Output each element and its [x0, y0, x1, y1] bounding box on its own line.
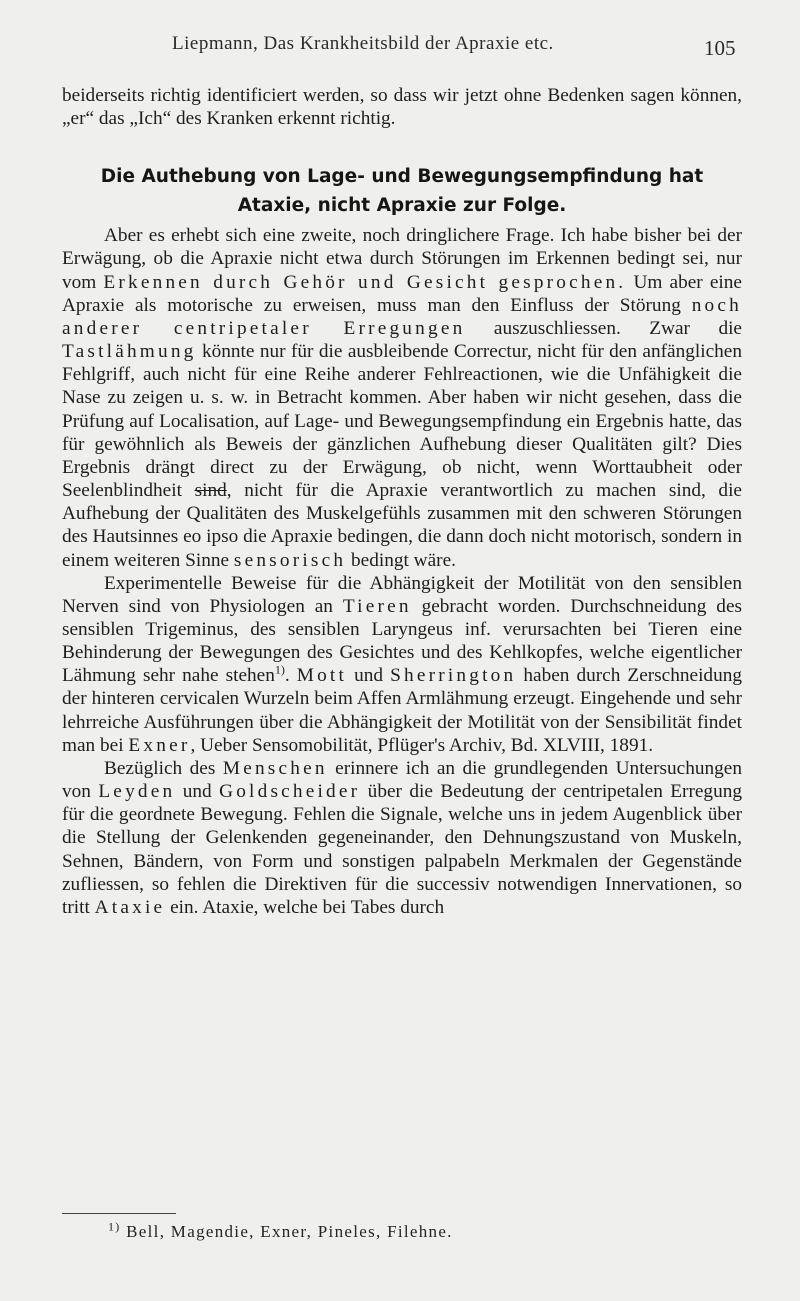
text-run: , nicht für die Apraxie verantwortlich zu machen sind, die Aufhebung der Qualitäten des Muskelgefühls zusammen mit den schweren Störungen des Hautsinnes eo ipso die Apraxie bedingen, die dann doch nicht motorisch, sondern in einem weiteren Sinne	[62, 480, 742, 571]
page-number: 105	[704, 36, 736, 60]
text-run: Aber es erhebt sich eine zweite, noch dringlichere Frage. Ich habe bisher bei der Erwägung, ob die Apraxie nicht etwa durch Störungen im Erkennen bedingt sei, nur vom	[62, 225, 742, 293]
footnote-text: Bell, Magendie, Exner, Pineles, Filehne.	[126, 1222, 453, 1241]
text-run: und	[175, 781, 220, 803]
section-heading	[62, 162, 742, 220]
text-run: Um aber eine Apraxie als motorische zu erweisen, muss man den Einfluss der Störung	[62, 271, 742, 316]
spaced-emphasis: Sherrington	[390, 665, 517, 687]
footnote-reference: 1)	[274, 662, 285, 677]
paragraph-continuation: beiderseits richtig identificiert werden, so dass wir jetzt ohne Bedenken sagen können, „er“ das „Ich“ des Kranken erkennt richtig.	[62, 85, 742, 130]
spaced-emphasis: Ataxie	[94, 896, 166, 918]
spaced-emphasis: Goldscheider	[219, 781, 361, 803]
spaced-emphasis: Mott	[296, 665, 348, 687]
text-run: Bezüglich des	[104, 757, 223, 779]
spaced-emphasis: Erkennen durch Gehör und Gesicht gesprochen.	[103, 271, 627, 293]
spaced-emphasis: Tastlähmung	[62, 341, 197, 363]
text-run: haben durch Zerschneidung der hinteren cervicalen Wurzeln beim Affen Armlähmung erzeugt. Eingehende und sehr lehrreiche Ausführungen über die Abhängigkeit der Motilität von der Sensibilität findet man bei	[62, 665, 742, 756]
text-run: erinnere ich an die grundlegenden Untersuchungen von	[62, 757, 742, 803]
running-title: Liepmann, Das Krankheitsbild der Apraxie etc.	[172, 33, 554, 54]
section-heading-line-1: Die Authebung von Lage- und Bewegungsempfindung hat	[100, 166, 704, 188]
spaced-emphasis: sensorisch	[233, 549, 347, 571]
section-heading-line-2: Ataxie, nicht Apraxie zur Folge.	[237, 195, 567, 217]
text-run: Experimentelle Beweise für die Abhängigkeit der Motilität von den sensiblen Nerven sind von Physiologen an	[62, 572, 742, 617]
footnote	[108, 1219, 453, 1242]
spaced-emphasis: Leyden	[98, 781, 176, 803]
paragraph-humans	[62, 757, 742, 919]
main-text	[62, 84, 742, 919]
spaced-emphasis: Menschen	[222, 757, 328, 779]
text-run: .	[284, 665, 297, 687]
footnote-marker: 1)	[108, 1219, 121, 1234]
text-run: , Ueber Sensomobilität, Pflüger's Archiv, Bd. XLVIII, 1891.	[190, 734, 654, 756]
spaced-emphasis: noch anderer centripetaler Erregungen	[62, 294, 742, 339]
spaced-emphasis: Tieren	[342, 595, 412, 617]
text-run: könnte nur für die ausbleibende Correctur, nicht für den anfänglichen Fehlgriff, auch nicht für eine Reihe anderer Fehlreactionen, wie die Unfähigkeit die Nase zu zeigen u. s. w. in Betracht kommen. Aber haben wir nicht gesehen, dass die Prüfung auf Localisation, auf Lage- und Bewegungsempfindung ein Ergebnis hatte, das für gewöhnlich als Beweis der gänzlichen Aufhebung dieser Qualitäten gilt? Dies Ergebnis drängt direct zu der Erwägung, ob nicht, wenn Worttaubheit oder Seelenblindheit	[62, 341, 742, 502]
text-run: und	[347, 665, 391, 687]
spaced-emphasis: Exner	[128, 734, 191, 756]
footnote-divider	[62, 1213, 176, 1214]
text-run: auszuschliessen. Zwar die	[465, 317, 742, 339]
paragraph-experiments	[62, 572, 742, 757]
struck-word: sind	[194, 480, 227, 502]
text-run: ein. Ataxie, welche bei Tabes durch	[165, 896, 445, 918]
text-run: bedingt wäre.	[346, 549, 456, 571]
text-run: gebracht worden. Durchschneidung des sensiblen Trigeminus, des sensiblen Laryngeus inf. verursachten bei Tieren eine Behinderung der Bewegungen des Gesichtes und des Kehlkopfes, welche eigentlicher Lähmung sehr nahe stehen	[62, 595, 742, 687]
text-run: über die Bedeutung der centripetalen Erregung für die geordnete Bewegung. Fehlen die Signale, welche uns in jedem Augenblick über die Stellung der Gelenkenden gegeneinander, den Dehnungszustand von Muskeln, Sehnen, Bändern, von Form und sonstigen palpabeln Merkmalen der Gegenstände zufliessen, so fehlen die Direktiven für die successiv notwendigen Innervationen, so tritt	[62, 781, 742, 918]
paragraph-question	[62, 224, 742, 571]
